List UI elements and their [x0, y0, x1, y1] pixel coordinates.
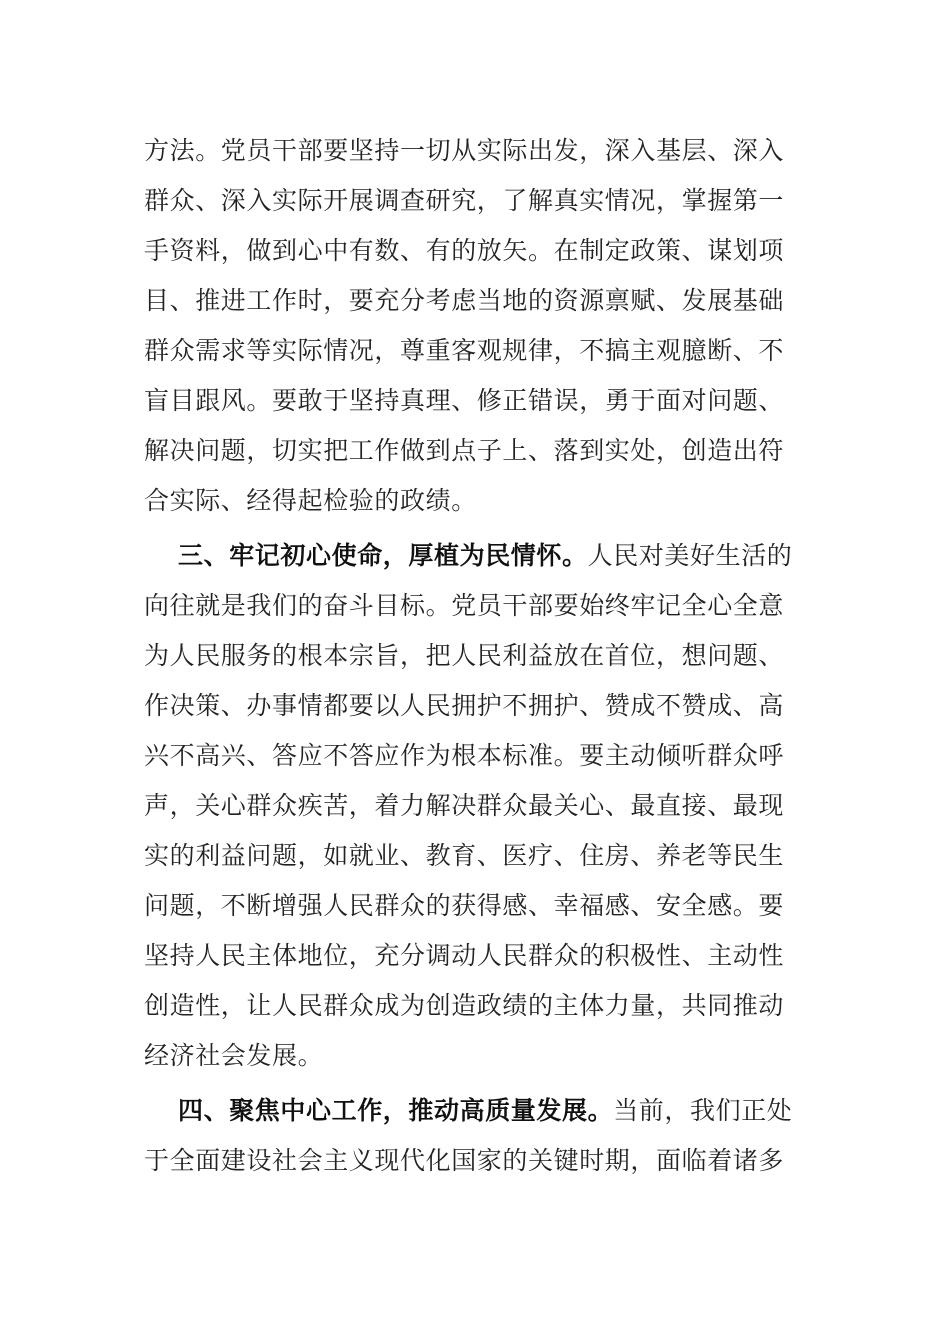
text-span: 人民对美好生活的 [587, 541, 793, 570]
text-line: 为人民服务的根本宗旨，把人民利益放在首位，想问题、 [144, 641, 785, 670]
text-line: 群众需求等实际情况，尊重客观规律，不搞主观臆断、不 [144, 336, 785, 365]
text-line: 实的利益问题，如就业、教育、医疗、住房、养老等民生 [144, 841, 785, 870]
section-heading: 三、牢记初心使命，厚植为民情怀。 [178, 541, 588, 570]
text-line: 手资料，做到心中有数、有的放矢。在制定政策、谋划项 [144, 236, 785, 265]
text-line: 方法。党员干部要坚持一切从实际出发，深入基层、深入 [144, 136, 785, 165]
text-line: 作决策、办事情都要以人民拥护不拥护、赞成不赞成、高 [144, 691, 785, 720]
text-line: 群众、深入实际开展调查研究，了解真实情况，掌握第一 [144, 186, 785, 215]
text-line: 盲目跟风。要敢于坚持真理、修正错误，勇于面对问题、 [144, 386, 785, 415]
text-line: 创造性，让人民群众成为创造政绩的主体力量，共同推动 [144, 991, 785, 1020]
paragraph-first-line [178, 531, 792, 581]
text-line: 兴不高兴、答应不答应作为根本标准。要主动倾听群众呼 [144, 741, 785, 770]
text-line: 合实际、经得起检验的政绩。 [144, 486, 477, 515]
text-line: 声，关心群众疾苦，着力解决群众最关心、最直接、最现 [144, 791, 785, 820]
text-line: 问题，不断增强人民群众的获得感、幸福感、安全感。要 [144, 891, 785, 920]
text-line: 解决问题，切实把工作做到点子上、落到实处，创造出符 [144, 436, 785, 465]
text-line: 经济社会发展。 [144, 1041, 324, 1070]
section-heading: 四、聚焦中心工作，推动高质量发展。 [178, 1096, 614, 1125]
text-line: 于全面建设社会主义现代化国家的关键时期，面临着诸多 [144, 1146, 785, 1175]
text-line: 目、推进工作时，要充分考虑当地的资源禀赋、发展基础 [144, 286, 785, 315]
text-line: 向往就是我们的奋斗目标。党员干部要始终牢记全心全意 [144, 591, 785, 620]
paragraph-first-line [178, 1086, 792, 1136]
text-span: 当前，我们正处 [613, 1096, 793, 1125]
text-line: 坚持人民主体地位，充分调动人民群众的积极性、主动性 [144, 941, 785, 970]
